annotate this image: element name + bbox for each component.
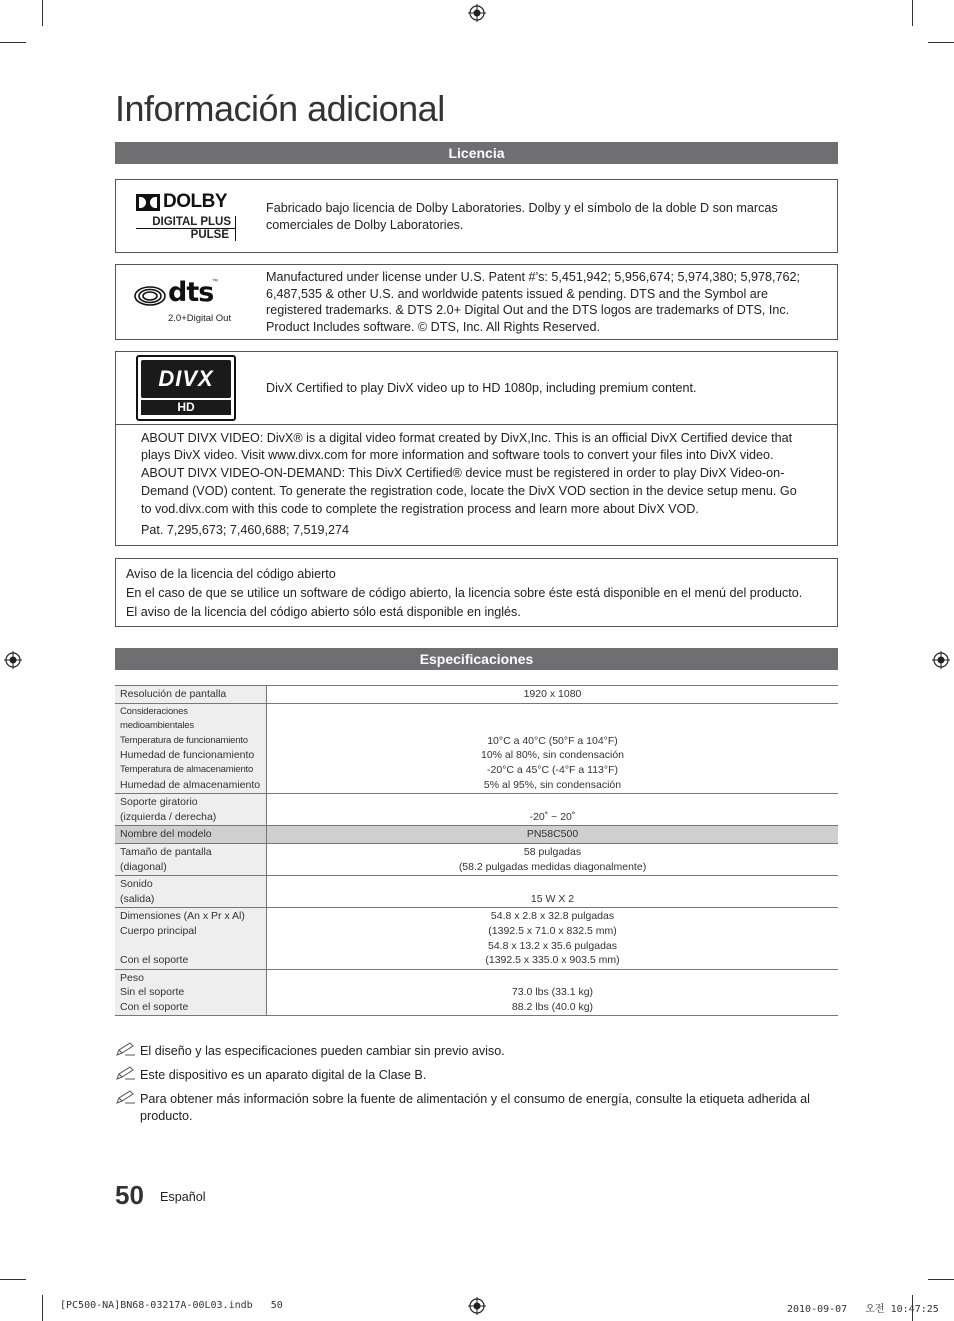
spec-label: Consideraciones medioambientales Temperatura de funcionamiento Humedad de funcionamiento Temperatura de almacenamiento Humedad de almacenamiento: [115, 703, 267, 794]
spec-value: 54.8 x 2.8 x 32.8 pulgadas (1392.5 x 71.0 x 832.5 mm) 54.8 x 13.2 x 35.6 pulgadas (1392.5 x 335.0 x 903.5 mm): [267, 908, 839, 969]
divx-patents: Pat. 7,295,673; 7,460,688; 7,519,274: [141, 523, 349, 537]
dolby-license-box: [115, 179, 838, 253]
dolby-logo: [126, 186, 246, 246]
dolby-logo-word: DOLBY: [163, 191, 227, 212]
divider: [116, 424, 837, 425]
specs-section-header: Especificaciones: [115, 648, 838, 670]
dts-license-text: Manufactured under license under U.S. Patent #’s: 5,451,942; 5,956,674; 5,974,380; 5,978,762; 6,487,535 & other U.S. and worldwide patents issued & pending. DTS and the Symbol are registered trademarks. & DTS 2.0+ Digital Out and the DTS logos are trademarks of DTS, Inc. Product Includes software. © DTS, Inc. All Rights Reserved.: [266, 270, 800, 334]
dts-symbol-icon: [134, 285, 166, 307]
note-text: El diseño y las especificaciones pueden cambiar sin previo aviso.: [140, 1044, 505, 1058]
table-row: [115, 843, 838, 875]
double-d-icon: [136, 194, 160, 211]
crop-mark: [912, 0, 913, 26]
divx-about-text: [141, 430, 807, 539]
crop-mark: [928, 42, 954, 43]
crop-mark: [0, 1279, 26, 1280]
divx-about-video: ABOUT DIVX VIDEO: DivX® is a digital video format created by DivX,Inc. This is an official DivX Certified device that plays DivX video. Visit www.divx.com for more information and software tools to convert your files into DivX video.: [141, 431, 793, 462]
spec-label: Tamaño de pantalla (diagonal): [115, 843, 267, 875]
page-number: 50: [115, 1180, 144, 1210]
divx-logo-word: DIVX: [158, 366, 214, 391]
table-row: [115, 908, 838, 969]
table-row: [115, 703, 838, 794]
crop-mark: [42, 0, 43, 26]
crop-mark: [42, 1295, 43, 1321]
page-title: Información adicional: [115, 88, 445, 129]
open-source-line1: En el caso de que se utilice un software de código abierto, la licencia sobre éste está disponible en el menú del producto.: [126, 586, 803, 600]
table-row: [115, 969, 838, 1016]
spec-label: Soporte giratorio (izquierda / derecha): [115, 794, 267, 826]
crop-mark: [928, 1279, 954, 1280]
dts-license-box: [115, 264, 838, 340]
registration-mark-icon: [468, 1297, 486, 1315]
page-language: Español: [160, 1190, 206, 1204]
crop-mark: [0, 42, 26, 43]
table-row: [115, 794, 838, 826]
dts-logo-tm: ™: [212, 279, 218, 285]
table-row: [115, 686, 838, 704]
dts-logo-word: dts: [168, 277, 214, 308]
open-source-line2: El aviso de la licencia del código abierto sólo está disponible en inglés.: [126, 605, 521, 619]
divx-license-box: [115, 351, 838, 546]
pencil-note-icon: [115, 1065, 137, 1081]
spec-value: 10°C a 40°C (50°F a 104°F) 10% al 80%, sin condensación -20°C a 45°C (-4°F a 113°F) 5% al 95%, sin condensación: [267, 703, 839, 794]
spec-value: 15 W X 2: [267, 876, 839, 908]
license-section-header: Licencia: [115, 142, 838, 164]
table-row: [115, 826, 838, 844]
spec-value: 1920 x 1080: [267, 686, 839, 704]
spec-label: Peso Sin el soporte Con el soporte: [115, 969, 267, 1016]
note-text: Para obtener más información sobre la fuente de alimentación y el consumo de energía, consulte la etiqueta adherida al producto.: [140, 1092, 810, 1123]
spec-value: 58 pulgadas (58.2 pulgadas medidas diagonalmente): [267, 843, 839, 875]
divx-license-text: DivX Certified to play DivX video up to HD 1080p, including premium content.: [266, 381, 697, 395]
dts-logo-sub: 2.0+Digital Out: [168, 313, 232, 324]
dolby-license-text: Fabricado bajo licencia de Dolby Laboratories. Dolby y el símbolo de la doble D son marcas comerciales de Dolby Laboratories.: [266, 201, 778, 232]
pencil-note-icon: [115, 1089, 137, 1105]
registration-mark-icon: [4, 651, 22, 669]
note-item: [115, 1043, 840, 1060]
spec-value: PN58C500: [267, 826, 839, 844]
dts-logo: [126, 273, 246, 331]
registration-mark-icon: [468, 4, 486, 22]
specifications-table: [115, 685, 838, 1016]
divx-logo-sub: HD: [141, 400, 231, 415]
open-source-notice-box: [115, 558, 838, 627]
note-item: [115, 1067, 840, 1084]
spec-value: 73.0 lbs (33.1 kg) 88.2 lbs (40.0 kg): [267, 969, 839, 1016]
spec-value: -20˚ ~ 20˚: [267, 794, 839, 826]
dolby-logo-line1: DIGITAL PLUS: [136, 216, 236, 229]
dolby-logo-line2: PULSE: [136, 229, 236, 241]
note-item: [115, 1091, 840, 1125]
open-source-title: Aviso de la licencia del código abierto: [126, 567, 336, 581]
table-row: [115, 876, 838, 908]
spec-label: Nombre del modelo: [115, 826, 267, 844]
footer-file-info: [PC500-NA]BN68-03217A-00L03.indb 50: [60, 1300, 283, 1311]
pencil-note-icon: [115, 1041, 137, 1057]
registration-mark-icon: [932, 651, 950, 669]
divx-logo: [126, 355, 246, 421]
spec-label: Dimensiones (An x Pr x Al) Cuerpo principal Con el soporte: [115, 908, 267, 969]
spec-label: Resolución de pantalla: [115, 686, 267, 704]
note-text: Este dispositivo es un aparato digital de la Clase B.: [140, 1068, 427, 1082]
spec-label: Sonido (salida): [115, 876, 267, 908]
divx-about-vod: ABOUT DIVX VIDEO-ON-DEMAND: This DivX Certified® device must be registered in order to play DivX Video-on-Demand (VOD) content. To generate the registration code, locate the DivX VOD section in the device setup menu. Go to vod.divx.com with this code to complete the registration process and learn more about DivX VOD.: [141, 466, 797, 516]
footer-timestamp: 2010-09-07 오전 10:47:25: [787, 1304, 939, 1315]
